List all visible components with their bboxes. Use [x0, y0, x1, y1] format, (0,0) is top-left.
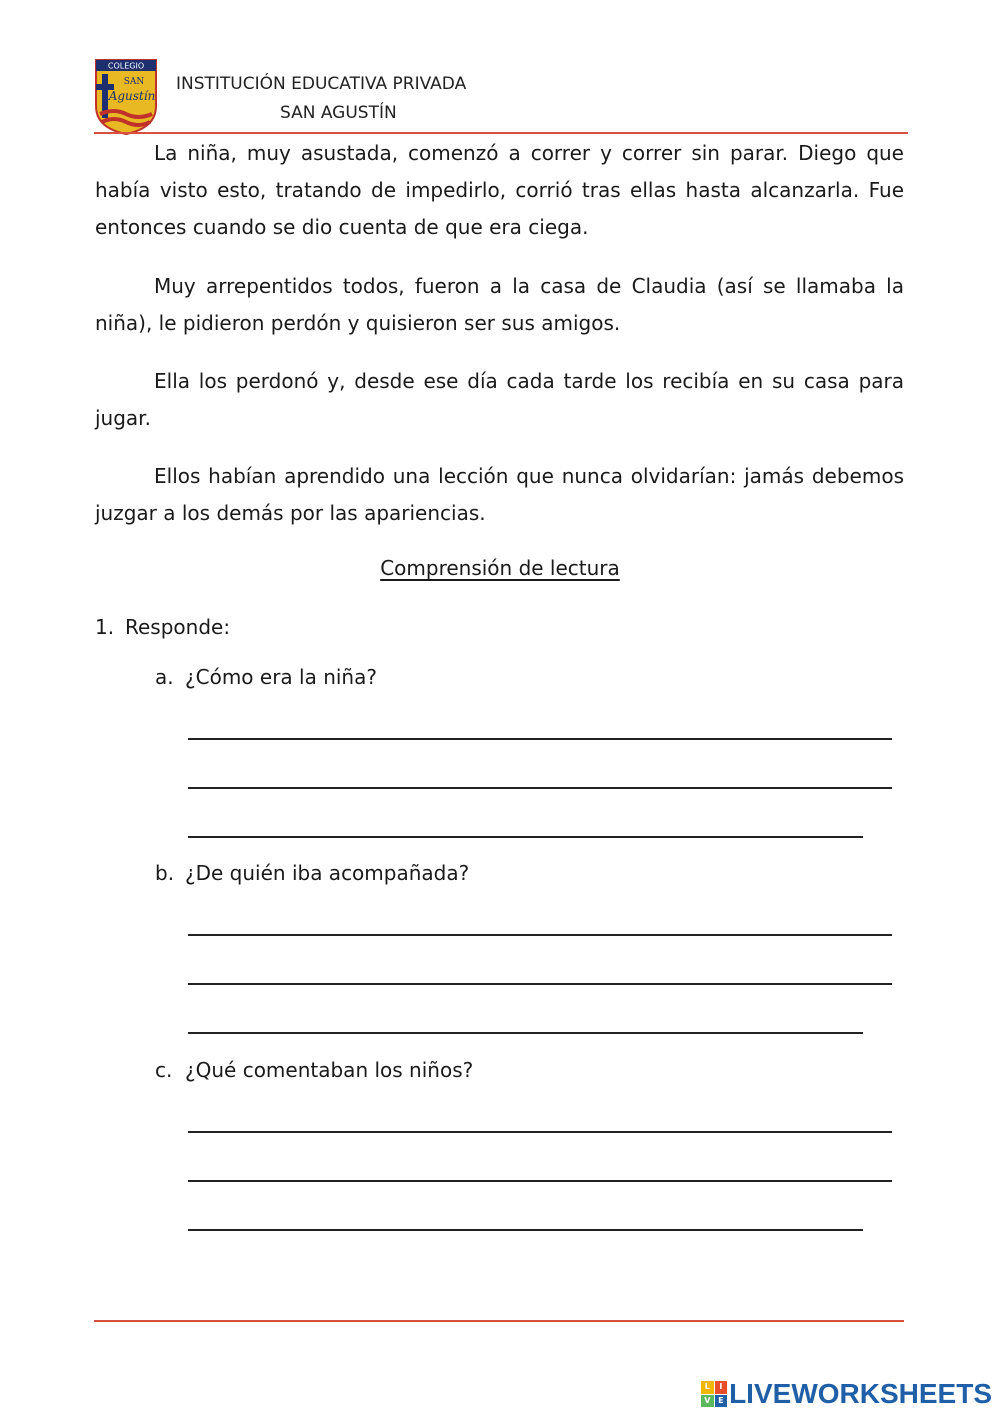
question-text: ¿Qué comentaban los niños?: [185, 1058, 474, 1082]
question-c: [155, 1058, 473, 1082]
icon-tile: L: [701, 1381, 714, 1394]
answer-line[interactable]: [188, 1131, 892, 1133]
school-name-line2: SAN AGUSTÍN: [280, 103, 397, 123]
question-letter: a.: [155, 665, 174, 689]
item-number: 1.: [95, 615, 115, 639]
question-text: ¿Cómo era la niña?: [185, 665, 377, 689]
answer-line[interactable]: [188, 836, 863, 838]
question-b: [155, 861, 469, 885]
icon-tile: V: [701, 1395, 714, 1408]
liveworksheets-icon: [701, 1381, 727, 1407]
story-paragraph-2: Muy arrepentidos todos, fueron a la casa de Claudia (así se llamaba la niña), le pidieron perdón y quisieron ser sus amigos.: [95, 274, 904, 335]
item-heading: [95, 615, 230, 639]
header-divider: [94, 132, 908, 134]
svg-text:SAN: SAN: [123, 77, 145, 87]
answer-line[interactable]: [188, 934, 892, 936]
question-text: ¿De quién iba acompañada?: [185, 861, 470, 885]
school-name-line1: INSTITUCIÓN EDUCATIVA PRIVADA: [176, 74, 467, 94]
svg-text:Agustín: Agustín: [108, 89, 156, 103]
story-paragraph-4: Ellos habían aprendido una lección que nunca olvidarían: jamás debemos juzgar a los demás por las apariencias.: [95, 464, 904, 525]
question-letter: c.: [155, 1058, 173, 1082]
question-letter: b.: [155, 861, 175, 885]
answer-line[interactable]: [188, 787, 892, 789]
icon-tile: E: [715, 1395, 728, 1408]
school-logo: [94, 58, 158, 136]
answer-line[interactable]: [188, 983, 892, 985]
svg-text:COLEGIO: COLEGIO: [107, 61, 145, 71]
answer-line[interactable]: [188, 1229, 863, 1231]
answer-line[interactable]: [188, 738, 892, 740]
question-a: [155, 665, 377, 689]
icon-tile: I: [715, 1381, 728, 1394]
answer-line[interactable]: [188, 1180, 892, 1182]
school-name: [176, 70, 536, 128]
liveworksheets-wordmark: LIVEWORKSHEETS: [729, 1378, 992, 1409]
footer-divider: [94, 1320, 904, 1322]
answer-line[interactable]: [188, 1032, 863, 1034]
liveworksheets-logo: [701, 1374, 992, 1414]
section-title: Comprensión de lectura: [380, 556, 620, 580]
item-label: Responde:: [125, 615, 231, 639]
story-paragraph-1: La niña, muy asustada, comenzó a correr y correr sin parar. Diego que había visto esto, tratando de impedirlo, corrió tras ellas hasta alcanzarla. Fue entonces cuando se dio cuenta de que era ciega.: [95, 141, 904, 239]
story-paragraph-3: Ella los perdonó y, desde ese día cada tarde los recibía en su casa para jugar.: [95, 369, 904, 430]
